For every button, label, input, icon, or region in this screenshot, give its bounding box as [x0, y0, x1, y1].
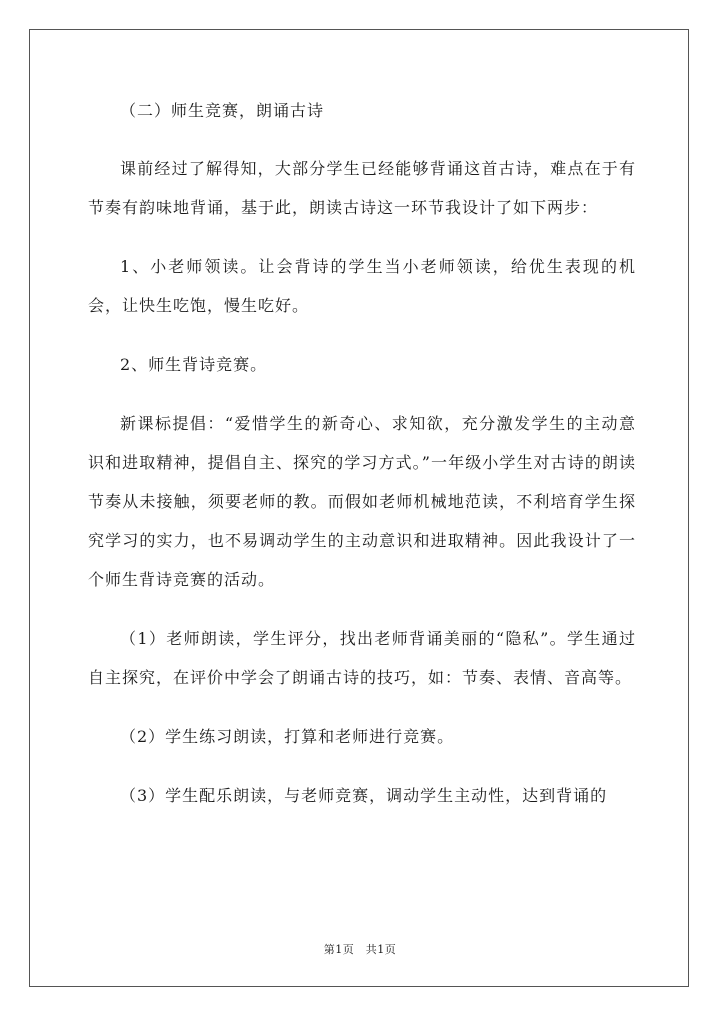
- paragraph-step-1: 1、小老师领读。让会背诗的学生当小老师领读，给优生表现的机会，让快生吃饱，慢生吃好。: [88, 257, 636, 315]
- paragraph-step-2: 2、师生背诗竞赛。: [120, 355, 268, 374]
- paragraph-intro: 课前经过了解得知，大部分学生已经能够背诵这首古诗，难点在于有节奏有韵味地背诵，基于此，朗读古诗这一环节我设计了如下两步：: [88, 159, 636, 217]
- document-body: [88, 91, 636, 835]
- paragraph-substep-3: （3）学生配乐朗读，与老师竞赛，调动学生主动性，达到背诵的: [120, 786, 608, 805]
- paragraph-curriculum: 新课标提倡：“爱惜学生的新奇心、求知欲，充分激发学生的主动意识和进取精神，提倡自主、探究的学习方式。”一年级小学生对古诗的朗读节奏从未接触，须要老师的教。而假如老师机械地范读，不利培育学生探究学习的实力，也不易调动学生的主动意识和进取精神。因此我设计了一个师生背诗竞赛的活动。: [88, 414, 636, 589]
- section-heading: （二）师生竞赛，朗诵古诗: [120, 101, 325, 120]
- page-number-footer: 第1页 共1页: [323, 943, 397, 956]
- paragraph-substep-1: （1）老师朗读，学生评分，找出老师背诵美丽的“隐私”。学生通过自主探究，在评价中学会了朗诵古诗的技巧，如：节奏、表情、音高等。: [88, 629, 636, 687]
- paragraph-substep-2: （2）学生练习朗读，打算和老师进行竞赛。: [120, 727, 455, 746]
